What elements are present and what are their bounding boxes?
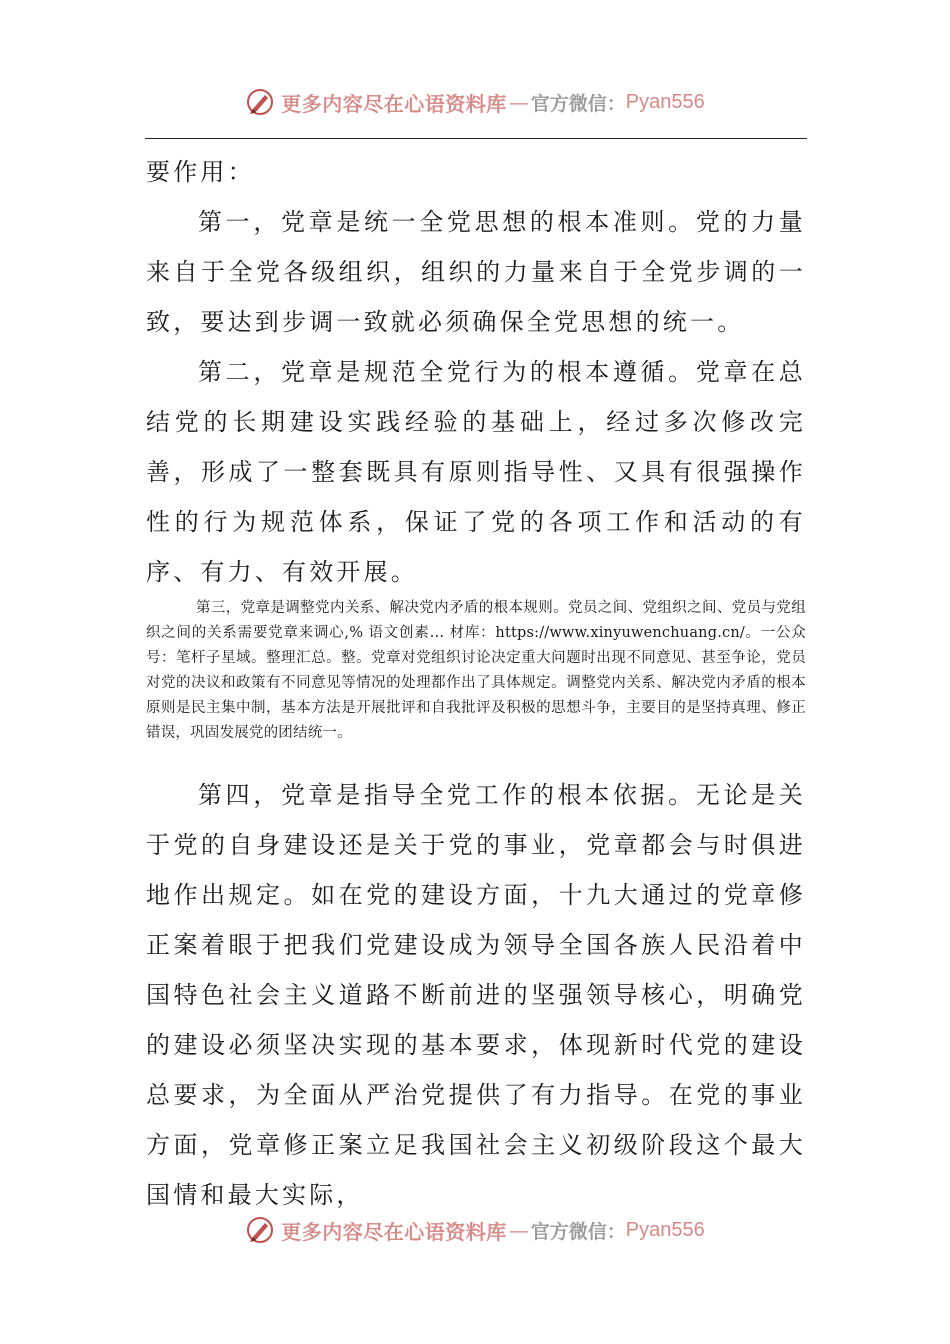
footer-banner-title: 更多内容尽在心语资料库 xyxy=(281,1219,507,1244)
header-banner-separator: — xyxy=(508,90,529,114)
footer-banner-separator: — xyxy=(508,1218,529,1242)
pen-logo-icon xyxy=(245,87,275,117)
header-banner xyxy=(0,82,950,122)
paragraph-intro: 要作用： xyxy=(146,158,255,186)
pen-logo-icon xyxy=(245,1215,275,1245)
footer-banner-label: 官方微信： xyxy=(530,1220,626,1243)
paragraph-second: 第二，党章是规范全党行为的根本遵循。党章在总结党的长期建设实践经验的基础上，经过多次修改完善，形成了一整套既具有原则指导性、又具有很强操作性的行为规范体系，保证了党的各项工作和活动的有序、有力、有效开展。 xyxy=(146,358,806,586)
header-banner-title: 更多内容尽在心语资料库 xyxy=(281,91,507,116)
header-banner-id: Pyan556 xyxy=(625,90,705,113)
paragraph-first: 第一，党章是统一全党思想的根本准则。党的力量来自于全党各级组织，组织的力量来自于全党步调的一致，要达到步调一致就必须确保全党思想的统一。 xyxy=(146,208,806,336)
paragraph-fourth: 第四，党章是指导全党工作的根本依据。无论是关于党的自身建设还是关于党的事业，党章都会与时俱进地作出规定。如在党的建设方面，十九大通过的党章修正案着眼于把我们党建设成为领导全国各族人民沿着中国特色社会主义道路不断前进的坚强领导核心，明确党的建设必须坚决实现的基本要求，体现新时代党的建设总要求，为全面从严治党提供了有力指导。在党的事业方面，党章修正案立足我国社会主义初级阶段这个最大国情和最大实际， xyxy=(146,781,806,1209)
footer-banner-id: Pyan556 xyxy=(625,1218,705,1241)
paragraph-third: 第三，党章是调整党内关系、解决党内矛盾的根本规则。党员之间、党组织之间、党员与党组织之间的关系需要党章来调心,% 语文创素… 材库：https://www.xinyuwenchuang.cn/。一公众号：笔杆子星域。整理汇总。整。党章对党组织讨论决定重大问题时出现不同意见、甚至争论，党员对党的决议和政策有不同意见等情况的处理都作出了具体规定。调整党内关系、解决党内矛盾的根本原则是民主集中制，基本方法是开展批评和自我批评及积极的思想斗争，主要目的是坚持真理、修正错误，巩固发展党的团结统一。 xyxy=(146,600,806,741)
footer-banner xyxy=(0,1210,950,1250)
header-banner-label: 官方微信： xyxy=(530,92,626,115)
header-divider xyxy=(145,138,807,139)
